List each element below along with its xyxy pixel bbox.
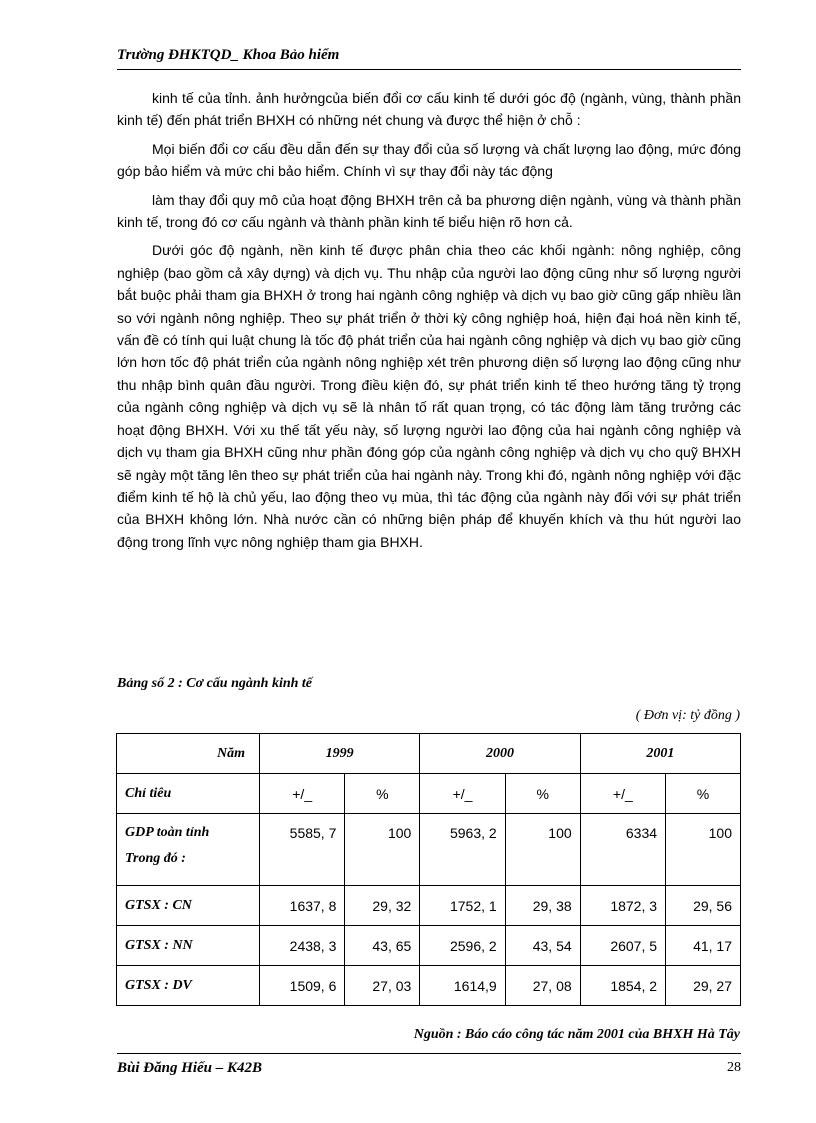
table-row-nn [117,926,741,966]
header-divider [117,69,741,70]
table-row-dv [117,966,741,1006]
year-1999: 1999 [260,734,420,774]
table-cell: 1854, 2 [580,966,665,1006]
subheader-cell: +/_ [260,774,345,814]
row-label: GTSX : CN [117,886,260,926]
row-label: GTSX : NN [117,926,260,966]
table-cell: 43, 54 [505,926,580,966]
table-cell: 27, 08 [505,966,580,1006]
subheader-cell: % [666,774,741,814]
row-label: GTSX : DV [117,966,260,1006]
body-text [117,87,741,559]
table-cell: 43, 65 [345,926,420,966]
table-row-cn [117,886,741,926]
table-cell: 1872, 3 [580,886,665,926]
table-caption: Bảng số 2 : Cơ cấu ngành kinh tế [117,676,313,691]
table-cell: 27, 03 [345,966,420,1006]
table-cell: 1637, 8 [260,886,345,926]
footer-author: Bùi Đăng Hiếu – K42B [117,1060,263,1076]
table-cell: 1614,9 [420,966,505,1006]
gdp-row-label [117,814,260,886]
year-label: Năm [117,734,260,774]
table-unit-note: ( Đơn vị: tỷ đồng ) [635,708,740,723]
table-cell: 2607, 5 [580,926,665,966]
table-cell: 29, 27 [666,966,741,1006]
table-cell: 2596, 2 [420,926,505,966]
table-cell: 100 [666,814,741,886]
subheader-cell: % [505,774,580,814]
table-header-subcolumns [117,774,741,814]
table-cell: 1509, 6 [260,966,345,1006]
table-cell: 100 [345,814,420,886]
year-2000: 2000 [420,734,580,774]
paragraph-1: kinh tế của tỉnh. ảnh hưởngcủa biến đổi cơ cấu kinh tế dưới góc độ (ngành, vùng, thành phần kinh tế) đến phát triển BHXH có những nét chung và được thể hiện ở chỗ : [117,90,741,129]
gdp-sublabel: Trong đó : [125,851,186,866]
table-cell: 5585, 7 [260,814,345,886]
gdp-label: GDP toàn tỉnh [125,825,210,840]
table-cell: 2438, 3 [260,926,345,966]
paragraph-3: làm thay đổi quy mô của hoạt động BHXH trên cả ba phương diện ngành, vùng và thành phần kinh tế, trong đó cơ cấu ngành và thành phần kinh tế biểu hiện rõ hơn cả. [117,191,741,231]
subheader-cell: +/_ [420,774,505,814]
table-cell: 6334 [580,814,665,886]
footer-divider [117,1053,741,1054]
indicator-label: Chỉ tiêu [117,774,260,814]
table-cell: 41, 17 [666,926,741,966]
table-source-note: Nguồn : Báo cáo công tác năm 2001 của BHXH Hà Tây [413,1027,740,1042]
table-header-years [117,734,741,774]
year-2001: 2001 [580,734,740,774]
table-cell: 1752, 1 [420,886,505,926]
page-number: 28 [727,1060,741,1075]
table-cell: 29, 38 [505,886,580,926]
table-cell: 100 [505,814,580,886]
paragraph-2: Mọi biến đổi cơ cấu đều dẫn đến sự thay đổi của số lượng và chất lượng lao động, mức đóng góp bảo hiểm và mức chi bảo hiểm. Chính vì sự thay đổi này tác động [117,140,741,180]
paragraph-4: Dưới góc độ ngành, nền kinh tế được phân chia theo các khối ngành: nông nghiệp, công nghiệp (bao gồm cả xây dựng) và dịch vụ. Thu nhập của người lao động cũng như số lượng người bắt buộc phải tham gia BHXH ở trong hai ngành công nghiệp và dịch vụ bao giờ cũng gấp nhiều lần so với ngành nông nghiệp. Theo sự phát triển ở thời kỳ công nghiệp hoá, hiện đại hoá nền kinh tế, vấn đề có tính qui luật chung là tốc độ phát triển của hai ngành công nghiệp và dịch vụ bao giờ cũng lớn hơn tốc độ phát triển của ngành nông nghiệp xét trên phương diện số lượng lao động cũng như thu nhập bình quân đầu người. Trong điều kiện đó, sự phát triển kinh tế theo hướng tăng tỷ trọng của ngành công nghiệp và dịch vụ sẽ là nhân tố rất quan trọng, có tác động làm tăng trưởng các hoạt động BHXH. Với xu thế tất yếu này, số lượng người lao động của hai ngành công nghiệp và dịch vụ tham gia BHXH cũng như phần đóng góp của ngành công nghiệp và dịch vụ cho quỹ BHXH sẽ ngày một tăng lên theo sự phát triển của hai ngành này. Trong khi đó, ngành nông nghiệp với đặc điểm kinh tế hộ là chủ yếu, lao động theo vụ mùa, thì tác động của ngành này đối với sự phát triển của BHXH không lớn. Nhà nước cần có những biện pháp để khuyến khích và thu hút người lao động trong lĩnh vực nông nghiệp tham gia BHXH. [117,242,741,550]
table-cell: 29, 56 [666,886,741,926]
economic-structure-table [116,733,741,1006]
table-row-gdp [117,814,741,886]
subheader-cell: % [345,774,420,814]
subheader-cell: +/_ [580,774,665,814]
table-cell: 29, 32 [345,886,420,926]
page-header-title: Trường ĐHKTQD_ Khoa Bảo hiểm [117,47,340,63]
table-cell: 5963, 2 [420,814,505,886]
